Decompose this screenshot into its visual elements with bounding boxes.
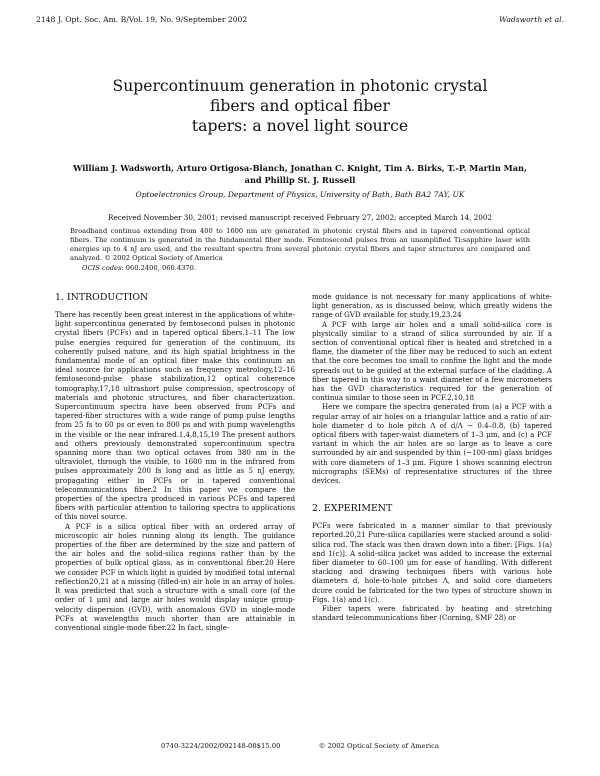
title-line: fibers and optical fiber: [210, 97, 390, 115]
footer-copyright: © 2002 Optical Society of America: [318, 742, 439, 750]
paragraph: Here we compare the spectra generated from (a) a PCF with a regular array of air holes on a triangular lattice and a ratio of air-hole diameter d to hole pitch Λ of d/Λ ~ 0.4–0.8, (b) tapered optical fibers with taper-waist diameters of 1–3 μm, and (c) a PCF variant in which the air holes are so large as to leave a core surrounded by air and suspended by thin (~100-nm) glass bridges with core diameters of 1–3 μm. Figure 1 shows scanning electron micrographs (SEMs) of representative structures of the three devices.: [312, 402, 552, 486]
section-heading-introduction: 1. INTRODUCTION: [55, 292, 149, 303]
ocis-label: OCIS codes:: [82, 264, 124, 272]
paragraph: Fiber tapers were fabricated by heating and stretching standard telecommunications fiber (Corning, SMF 28) or: [312, 604, 552, 623]
running-author: Wadsworth et al.: [499, 15, 564, 24]
journal-citation: J. Opt. Soc. Am. B/Vol. 19, No. 9/September 2002: [58, 15, 248, 24]
footer-code: 0740-3224/2002/092148-08$15.00: [161, 742, 281, 750]
received-dates: Received November 30, 2001; revised manuscript received February 27, 2002; accepted March 14, 2002: [108, 213, 492, 222]
paragraph: A PCF is a silica optical fiber with an ordered array of microscopic air holes running along its length. The guidance properties of the fiber are determined by the size and pattern of the air holes and the solid-silica regions rather than by the properties of bulk optical glass, as in conventional fiber.20 Here we consider PCF in which light is guided by modified total internal reflection20,21 at a missing (filled-in) air hole in an array of holes. It was predicted that such a structure with a small core (of the order of 1 μm) and large air holes would display unique group-velocity dispersion (GVD), with anomalous GVD in single-mode PCFs at wavelengths much shorter than are attainable in conventional single-mode fiber.22 In fact, single-: [55, 521, 295, 632]
right-column: [312, 292, 552, 623]
author-list: [60, 162, 540, 186]
paragraph: PCFs were fabricated in a manner similar to that previously reported.20,21 Pure-silica capillaries were stacked around a solid-silica rod. The stack was then drawn down into a fiber: [Figs. 1(a) and 1(c)]. A solid-silica jacket was added to increase the external fiber diameter to 60–100 μm for ease of handling. With different stacking and drawing techniques fibers with various hole diameters d, hole-to-hole pitches Λ, and solid core diameters dcore could be fabricated for the two types of structure shown in Figs. 1(a) and 1(c).: [312, 521, 552, 604]
ocis-codes: [82, 264, 196, 273]
page-footer: [0, 741, 600, 751]
ocis-values: 060.2400, 060.4370.: [123, 264, 196, 272]
left-column: [55, 292, 295, 632]
title-line: Supercontinuum generation in photonic crystal: [112, 77, 488, 95]
author-line: and Phillip St. J. Russell: [244, 175, 356, 185]
page-number: 2148: [36, 15, 56, 24]
author-line: William J. Wadsworth, Arturo Ortigosa-Blanch, Jonathan C. Knight, Tim A. Birks, T.-P. Martin Man,: [73, 163, 527, 173]
paragraph: There has recently been great interest in the applications of white-light supercontinua generated by femtosecond pulses in photonic crystal fibers (PCFs) and in tapered optical fibers.1–11 The low pulse energies required for generation of the continuum, its coherently pulsed nature, and its high spatial brightness in the fundamental mode of an optical fiber make this continuum an ideal source for applications such as frequency metrology,12–16 femtosecond-pulse phase stabilization,12 optical coherence tomography,17,18 ultrashort pulse compression, spectroscopy of materials and photonic structures, and fiber characterization. Supercontinuum spectra have been observed from PCFs and tapered-fiber structures with a wide range of pump pulse lengths from 25 fs to 60 ps or even to 800 ps and with pump wavelengths in the visible or the near infrared.1,4,8,15,19 The present authors and others previously demonstrated supercontinuum spectra spanning more than two optical octaves from 380 nm in the ultraviolet, through the visible, to 1600 nm in the infrared from pulses approximately 200 fs long and as little as 5 nJ energy, propagating either in PCFs or in tapered conventional telecommunications fiber.2 In this paper we compare the properties of the spectra produced in various PCFs and tapered fibers with particular attention to tailoring spectra to applications of this novel source.: [55, 310, 295, 522]
running-head: [36, 14, 564, 26]
paragraph: A PCF with large air holes and a small solid-silica core is physically similar to a strand of silica surrounded by air. If a section of conventional optical fiber is heated and stretched in a flame, the diameter of the fiber may be reduced to such an extent that the core becomes too small to confine the light and the mode spreads out to be guided at the external surface of the cladding. A fiber tapered in this way to a waist diameter of a few micrometers has the GVD characteristics required for the generation of continua similar to those seen in PCF.2,10,18: [312, 319, 552, 403]
paper-title: [60, 76, 540, 136]
section-heading-experiment: 2. EXPERIMENT: [312, 503, 393, 515]
paragraph: mode guidance is not necessary for many applications of white-light generation, as is discussed below, which greatly widens the range of GVD available for study.19,23,24: [312, 292, 552, 320]
abstract: Broadband continua extending from 400 to 1600 nm are generated in photonic crystal fibers and in tapered conventional optical fibers. The continuum is generated in the fundamental fiber mode. Femtosecond pulses from an unamplified Ti:sapphire laser with energies up to 4 nJ are used, and the resultant spectra from several photonic crystal fibers and taper structures are compared and analyzed. © 2002 Optical Society of America: [70, 227, 530, 262]
affiliation: Optoelectronics Group, Department of Physics, University of Bath, Bath BA2 7AY, UK: [135, 190, 465, 199]
title-line: tapers: a novel light source: [191, 117, 409, 135]
section-spacer: [312, 485, 552, 503]
